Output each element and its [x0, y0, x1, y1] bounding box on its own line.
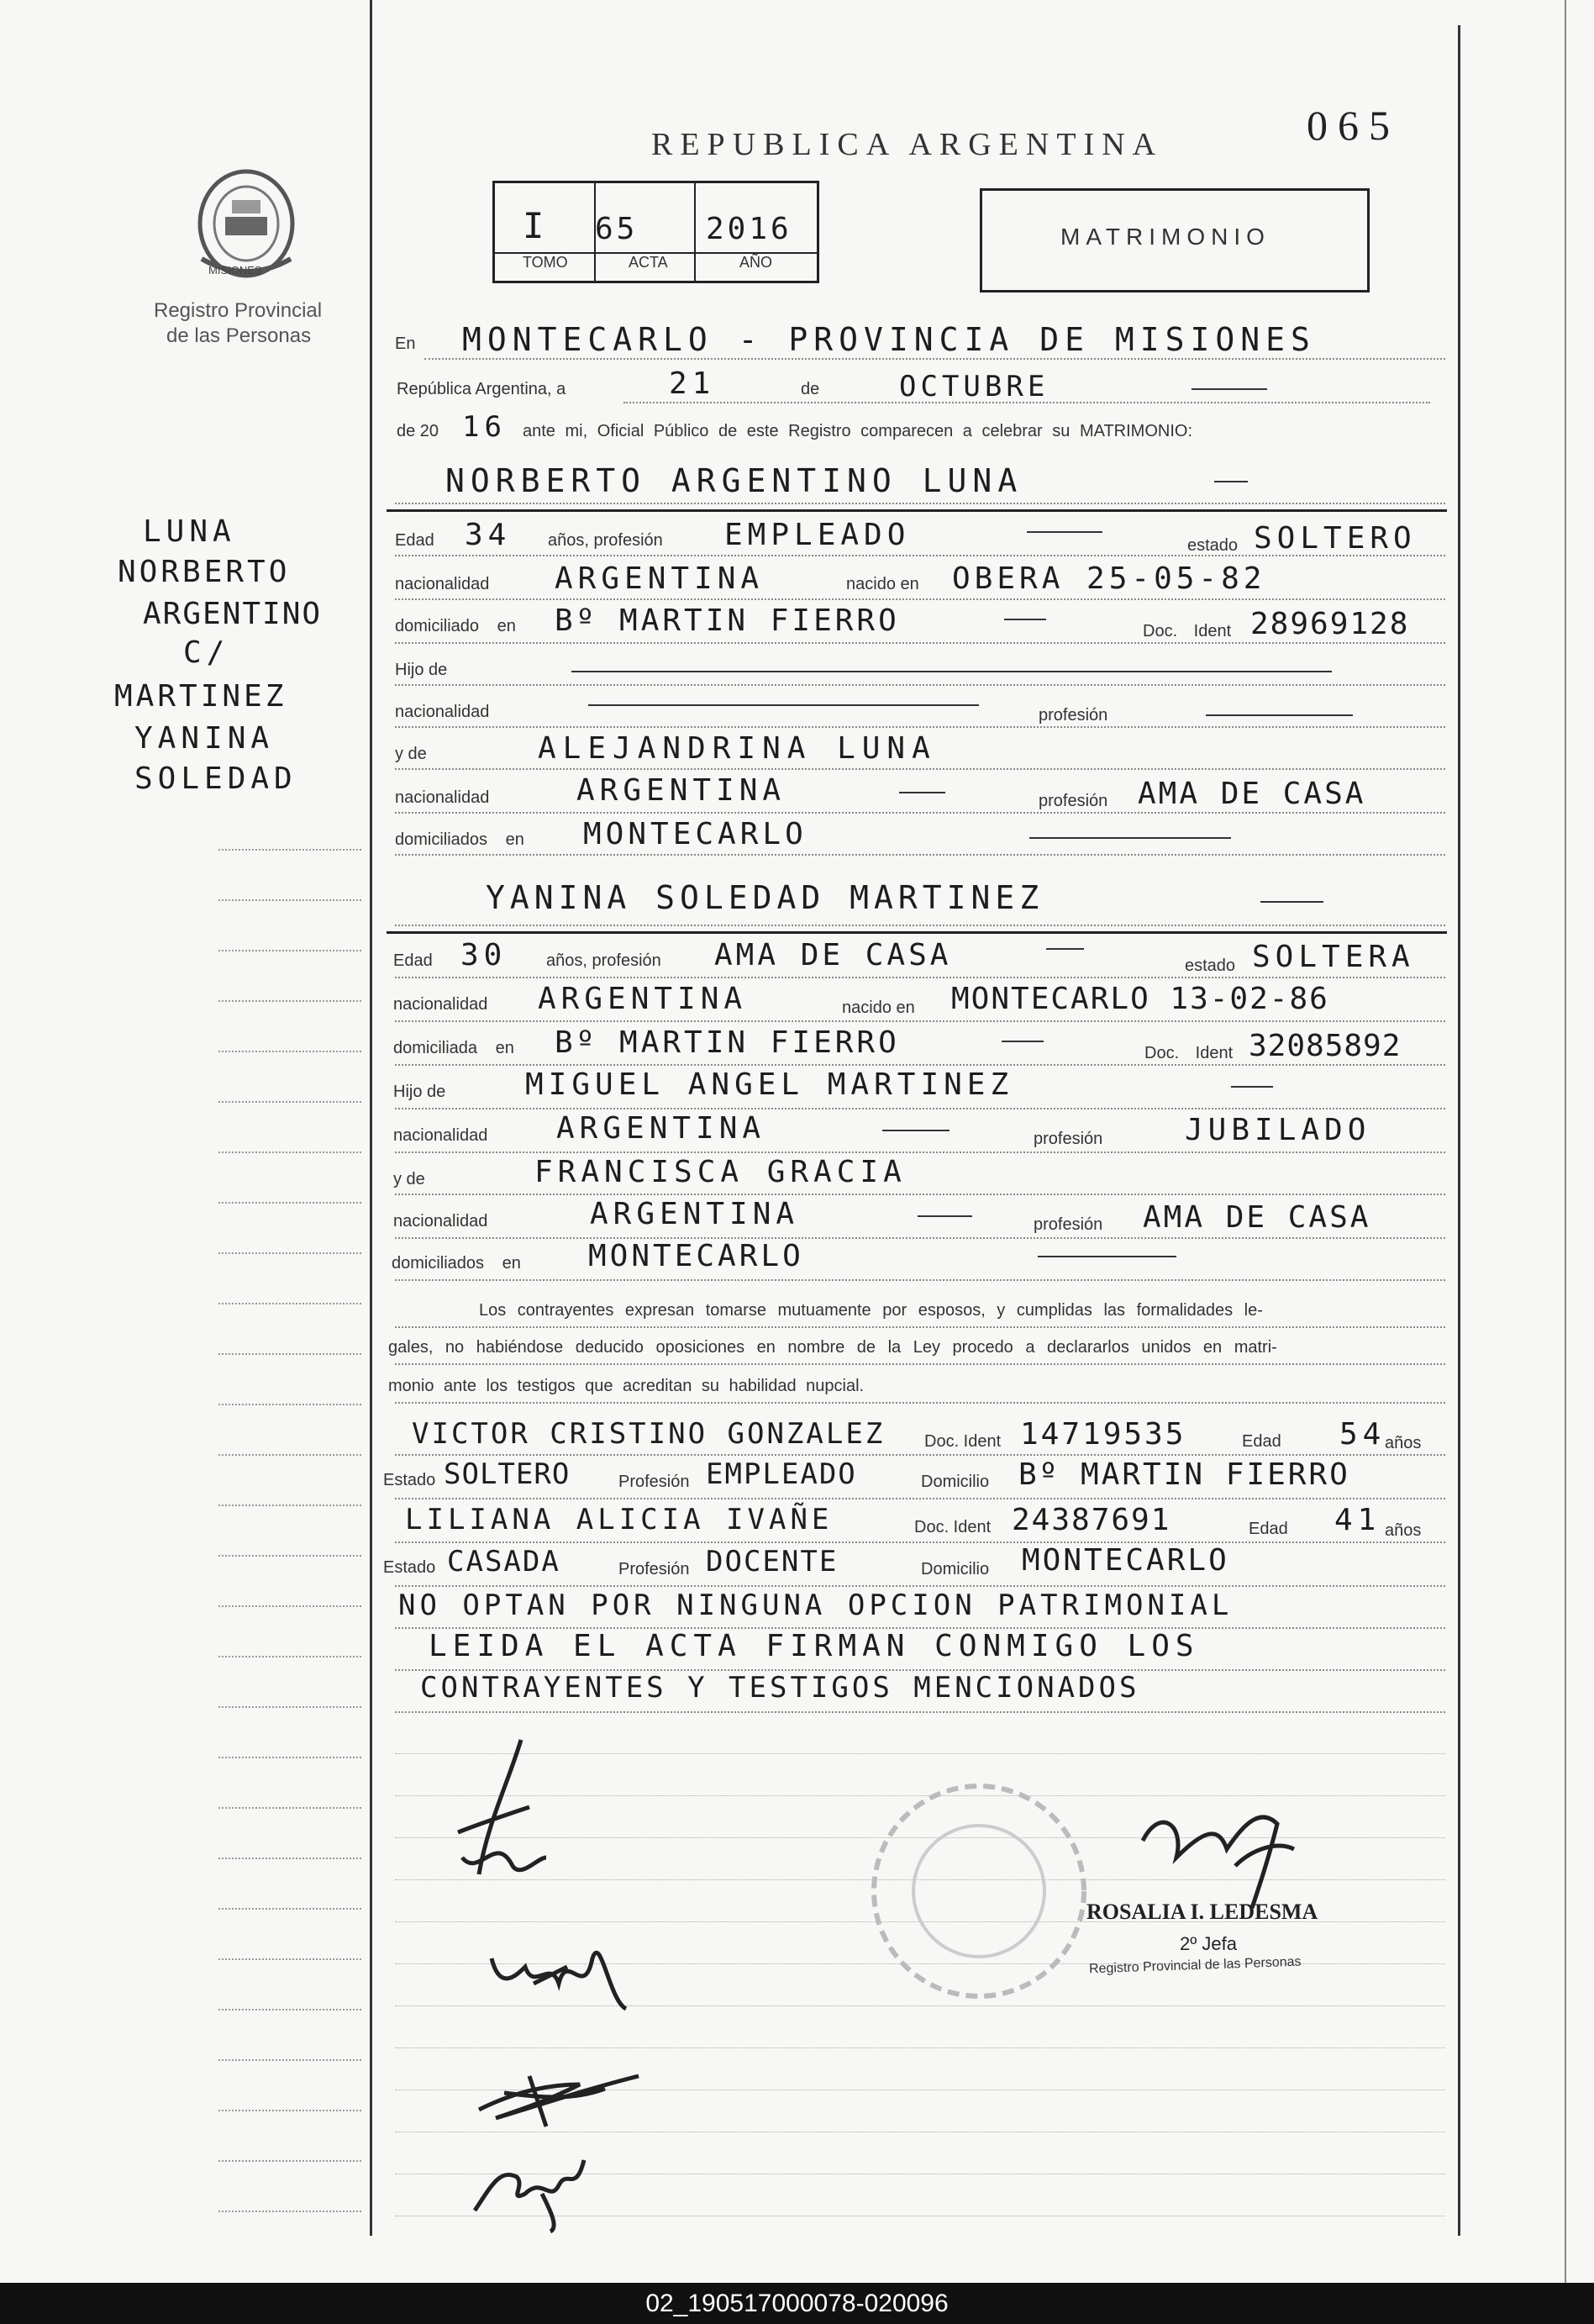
groom-domiciliados-label: domiciliados en — [395, 830, 524, 849]
bride-mother-nacionalidad-label: nacionalidad — [393, 1212, 488, 1231]
groom-mother: ALEJANDRINA LUNA — [538, 731, 937, 766]
left-margin-line — [370, 0, 372, 2236]
bride-doc-number: 32085892 — [1249, 1029, 1402, 1063]
bride-nacionalidad-label: nacionalidad — [393, 995, 488, 1014]
official-signature — [1126, 1790, 1319, 1916]
declaration-line2: gales, no habiéndose deducido oposiciones en nombre de la Ley procedo a declararlos unidos en matri- — [388, 1338, 1277, 1357]
witness1-doc-number: 14719535 — [1020, 1417, 1186, 1452]
witness1-estado-label: Estado — [383, 1471, 436, 1489]
bride-mother: FRANCISCA GRACIA — [534, 1155, 907, 1189]
observation-line3: CONTRAYENTES Y TESTIGOS MENCIONADOS — [420, 1671, 1140, 1705]
groom-domiciliado-label: domiciliado en — [395, 617, 516, 635]
groom-birthplace-date: OBERA 25-05-82 — [952, 561, 1266, 596]
bride-doc-label: Doc. Ident — [1144, 1044, 1234, 1062]
bride-civil-status: SOLTERA — [1252, 940, 1415, 974]
witness1-anos-label: años — [1385, 1434, 1422, 1452]
bride-father-profesion-label: profesión — [1034, 1130, 1103, 1148]
bride-parents-address: MONTECARLO — [588, 1239, 804, 1273]
witness2-doc-number: 24387691 — [1012, 1503, 1171, 1537]
groom-yde-label: y de — [395, 745, 427, 763]
margin-note-line2: NORBERTO — [118, 555, 291, 589]
witness2-age: 41 — [1334, 1503, 1381, 1537]
groom-father-nacionalidad-label: nacionalidad — [395, 703, 490, 721]
groom-signature — [429, 1731, 613, 1900]
witness1-civil-status: SOLTERO — [444, 1457, 571, 1491]
official-round-stamp — [865, 1778, 1092, 2005]
ano-value: 2016 — [706, 212, 792, 246]
groom-mother-nationality: ARGENTINA — [576, 773, 786, 808]
margin-note-line7: SOLEDAD — [134, 761, 297, 796]
right-margin-line — [1458, 25, 1460, 2236]
bride-signature — [483, 1925, 651, 2017]
groom-mother-profession: AMA DE CASA — [1138, 777, 1366, 811]
official-name: ROSALIA I. LEDESMA — [1086, 1900, 1318, 1924]
official-office: Registro Provincial de las Personas — [1088, 1954, 1302, 1977]
registry-name-line2: de las Personas — [166, 324, 312, 347]
witness2-address: MONTECARLO — [1022, 1543, 1229, 1578]
acta-label: ACTA — [629, 254, 668, 271]
groom-nationality: ARGENTINA — [555, 561, 765, 596]
bride-father-nacionalidad-label: nacionalidad — [393, 1126, 488, 1145]
witness2-edad-label: Edad — [1249, 1520, 1288, 1538]
witness2-profession: DOCENTE — [706, 1545, 839, 1578]
groom-edad-label: Edad — [395, 531, 434, 550]
witness2-anos-label: años — [1385, 1521, 1422, 1540]
file-id-footer: 02_190517000078-020096 — [0, 2283, 1594, 2324]
bride-birthplace-date: MONTECARLO 13-02-86 — [951, 982, 1329, 1016]
marriage-day: 21 — [669, 366, 716, 401]
registry-name-line1: Registro Provincial — [154, 299, 323, 322]
groom-mother-nacionalidad-label: nacionalidad — [395, 788, 490, 807]
marriage-place: MONTECARLO - PROVINCIA DE MISIONES — [462, 321, 1316, 358]
bride-domiciliada-label: domiciliada en — [393, 1039, 514, 1057]
bride-mother-profession: AMA DE CASA — [1143, 1200, 1371, 1235]
intro-de-label: de — [801, 380, 820, 398]
bride-anos-profesion-label: años, profesión — [546, 951, 661, 970]
observation-line2: LEIDA EL ACTA FIRMAN CONMIGO LOS — [429, 1629, 1200, 1663]
margin-note-line3: ARGENTINO — [143, 597, 323, 631]
bride-age: 30 — [460, 938, 508, 972]
bride-edad-label: Edad — [393, 951, 433, 970]
groom-profession: EMPLEADO — [724, 518, 911, 552]
witness2-profesion-label: Profesión — [618, 1560, 690, 1578]
bride-mother-nationality: ARGENTINA — [590, 1197, 800, 1231]
country-heading: REPUBLICA ARGENTINA — [651, 127, 1164, 162]
intro-text-after-year: ante mi, Oficial Público de este Registro comparecen a celebrar su MATRIMONIO: — [523, 422, 1193, 440]
groom-mother-profesion-label: profesión — [1039, 792, 1108, 810]
groom-name: NORBERTO ARGENTINO LUNA — [445, 462, 1023, 499]
intro-republic-label: República Argentina, a — [397, 380, 566, 398]
observation-line1: NO OPTAN POR NINGUNA OPCION PATRIMONIAL — [398, 1589, 1234, 1622]
margin-note-line1: LUNA — [143, 514, 236, 549]
witness1-domicilio-label: Domicilio — [921, 1473, 990, 1491]
bride-yde-label: y de — [393, 1170, 425, 1188]
marriage-year-suffix: 16 — [462, 410, 507, 444]
witness1-name: VICTOR CRISTINO GONZALEZ — [412, 1417, 886, 1451]
groom-hijo-label: Hijo de — [395, 661, 448, 679]
witness2-civil-status: CASADA — [447, 1545, 560, 1578]
bride-domiciliados-label: domiciliados en — [392, 1254, 521, 1273]
margin-note-line5: MARTINEZ — [114, 679, 287, 714]
bride-mother-profesion-label: profesión — [1034, 1215, 1103, 1234]
tomo-label: TOMO — [523, 254, 568, 271]
page-number: 065 — [1307, 102, 1400, 149]
witness2-signature — [458, 2135, 601, 2236]
groom-doc-label: Doc. Ident — [1143, 622, 1232, 640]
official-title: 2º Jefa — [1180, 1933, 1237, 1954]
bride-father-nationality: ARGENTINA — [556, 1111, 766, 1146]
witness1-age: 54 — [1339, 1417, 1386, 1452]
margin-note-line4: C/ — [183, 635, 230, 670]
bride-address: Bº MARTIN FIERRO — [555, 1025, 900, 1060]
margin-note-line6: YANINA — [134, 721, 275, 756]
witness1-address: Bº MARTIN FIERRO — [1018, 1457, 1350, 1492]
bride-name: YANINA SOLEDAD MARTINEZ — [486, 879, 1044, 916]
declaration-line3: monio ante los testigos que acreditan su habilidad nupcial. — [388, 1377, 865, 1395]
groom-doc-number: 28969128 — [1250, 607, 1410, 641]
witness1-signature — [471, 2059, 664, 2135]
groom-civil-status: SOLTERO — [1254, 521, 1417, 556]
seal-lettering: MISIONES — [208, 264, 262, 277]
bride-father: MIGUEL ANGEL MARTINEZ — [525, 1067, 1014, 1102]
bride-hijo-label: Hijo de — [393, 1083, 446, 1101]
page-edge-line — [1565, 0, 1566, 2283]
bride-estado-label: estado — [1185, 956, 1236, 975]
witness1-profession: EMPLEADO — [706, 1457, 857, 1491]
declaration-line1: Los contrayentes expresan tomarse mutuamente por esposos, y cumplidas las formalidades le- — [479, 1301, 1263, 1320]
groom-address: Bº MARTIN FIERRO — [555, 603, 900, 638]
witness2-domicilio-label: Domicilio — [921, 1560, 990, 1578]
marriage-month: OCTUBRE — [899, 370, 1050, 403]
witness2-estado-label: Estado — [383, 1558, 436, 1577]
intro-year-prefix: de 20 — [397, 422, 439, 440]
groom-estado-label: estado — [1187, 536, 1239, 555]
groom-anos-profesion-label: años, profesión — [548, 531, 663, 550]
groom-father-profesion-label: profesión — [1039, 706, 1108, 725]
groom-age: 34 — [465, 518, 512, 552]
witness1-profesion-label: Profesión — [618, 1473, 690, 1491]
groom-nacido-label: nacido en — [846, 575, 919, 593]
tomo-value: I — [523, 205, 550, 246]
ano-label: AÑO — [739, 254, 773, 271]
bride-nacido-label: nacido en — [842, 999, 915, 1017]
groom-parents-address: MONTECARLO — [583, 817, 808, 851]
groom-nacionalidad-label: nacionalidad — [395, 575, 490, 593]
witness1-doc-label: Doc. Ident — [924, 1432, 1002, 1451]
acta-value: 65 — [595, 212, 639, 246]
bride-nationality: ARGENTINA — [538, 982, 748, 1016]
witness1-edad-label: Edad — [1242, 1432, 1281, 1451]
act-type-title: MATRIMONIO — [1060, 224, 1270, 250]
witness2-doc-label: Doc. Ident — [914, 1518, 992, 1536]
witness2-name: LILIANA ALICIA IVAÑE — [405, 1503, 834, 1536]
bride-father-profession: JUBILADO — [1185, 1113, 1371, 1147]
intro-en-label: En — [395, 335, 416, 353]
bride-profession: AMA DE CASA — [714, 938, 952, 972]
